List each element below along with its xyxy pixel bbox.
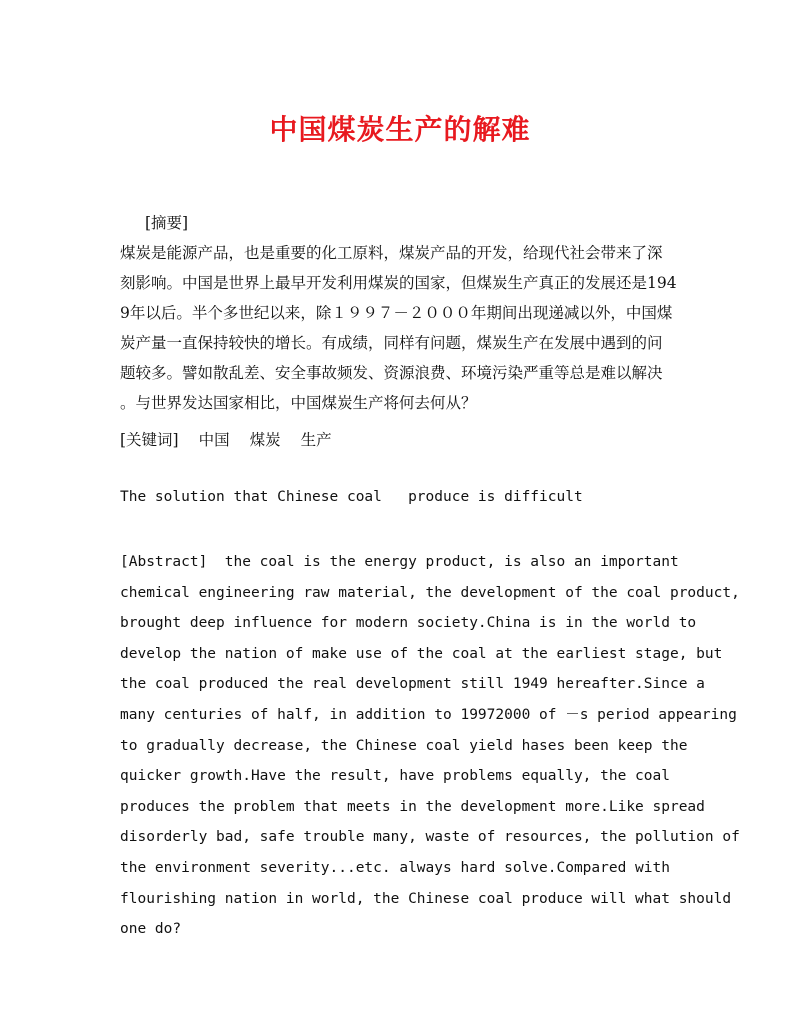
keyword: 煤炭 [249, 431, 281, 449]
abstract-line: 刻影响。中国是世界上最早开发利用煤炭的国家，但煤炭生产真正的发展还是194 [120, 274, 677, 292]
abstract-line: 9年以后。半个多世纪以来，除１９９７－２０００年期间出现递减以外，中国煤 [120, 304, 673, 322]
keyword: 生产 [300, 431, 332, 449]
keywords-label: [关键词] [120, 431, 179, 449]
abstract-line: produces the problem that meets in the development more.Like spread [120, 798, 705, 815]
english-abstract [120, 547, 740, 945]
abstract-line: to gradually decrease, the Chinese coal yield hases been keep the [120, 737, 688, 754]
abstract-line: flourishing nation in world, the Chinese coal produce will what should [120, 890, 732, 907]
chinese-abstract [120, 238, 682, 418]
abstract-line: 题较多。譬如散乱差、安全事故频发、资源浪费、环境污染严重等总是难以解决 [120, 364, 663, 382]
abstract-label: [摘要] [145, 214, 189, 232]
abstract-line: the coal produced the real development still 1949 hereafter.Since a [120, 676, 705, 693]
abstract-line: 煤炭是能源产品，也是重要的化工原料，煤炭产品的开发，给现代社会带来了深 [120, 244, 663, 262]
abstract-line: quicker growth.Have the result, have problems equally, the coal [120, 768, 670, 785]
english-title: The solution that Chinese coal produce is difficult [120, 489, 583, 505]
document-title: 中国煤炭生产的解难 [269, 113, 531, 146]
keywords-line [120, 428, 332, 450]
keyword: 中国 [198, 431, 230, 449]
abstract-line: chemical engineering raw material, the development of the coal product, [120, 584, 740, 601]
abstract-line: 。与世界发达国家相比，中国煤炭生产将何去何从？ [120, 394, 477, 412]
abstract-line: 炭产量一直保持较快的增长。有成绩，同样有问题，煤炭生产在发展中遇到的问 [120, 334, 663, 352]
abstract-line: the environment severity...etc. always hard solve.Compared with [120, 859, 670, 876]
abstract-line: develop the nation of make use of the coal at the earliest stage, but [120, 645, 723, 662]
abstract-line: [Abstract] the coal is the energy product, is also an important [120, 554, 679, 570]
abstract-line: one do? [120, 921, 182, 938]
abstract-line: brought deep influence for modern society.China is in the world to [120, 615, 697, 632]
abstract-line: disorderly bad, safe trouble many, waste of resources, the pollution of [120, 829, 740, 846]
abstract-line: many centuries of half, in addition to 19972000 of －s period appearing [120, 706, 737, 723]
